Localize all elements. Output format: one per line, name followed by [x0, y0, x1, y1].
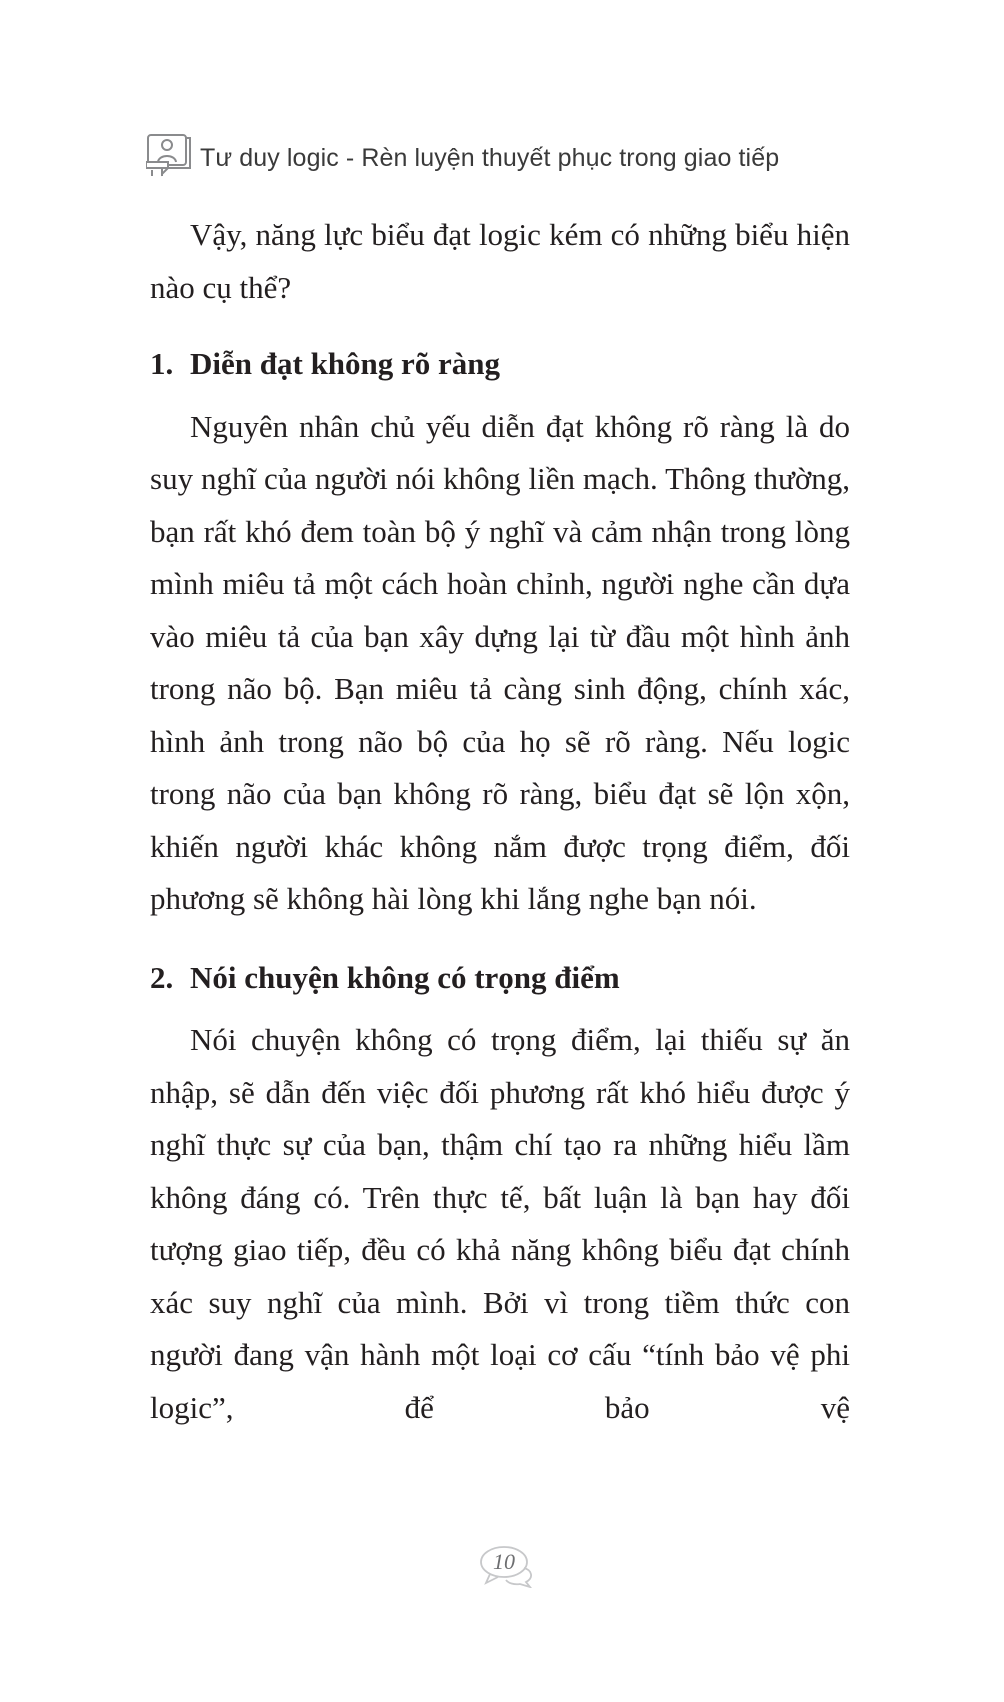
- running-header: [146, 132, 779, 178]
- section-title: Nói chuyện không có trọng điểm: [190, 959, 620, 995]
- page-content: [150, 209, 850, 1434]
- section-body-paragraph: Nguyên nhân chủ yếu diễn đạt không rõ ràng là do suy nghĩ của người nói không liền mạch. Thông thường, bạn rất khó đem toàn bộ ý nghĩ và cảm nhận trong lòng mình miêu tả một cách hoàn chỉnh, người nghe cần dựa vào miêu tả của bạn xây dựng lại từ đầu một hình ảnh trong não bộ. Bạn miêu tả càng sinh động, chính xác, hình ảnh trong não bộ của họ sẽ rõ ràng. Nếu logic trong não của bạn không rõ ràng, biểu đạt sẽ lộn xộn, khiến người khác không nắm được trọng điểm, đối phương sẽ không hài lòng khi lắng nghe bạn nói.: [150, 408, 850, 916]
- section-heading: [150, 338, 850, 391]
- section-number: 1.: [150, 346, 174, 381]
- section-title: Diễn đạt không rõ ràng: [190, 346, 501, 381]
- page-number: 10: [493, 1549, 515, 1574]
- page-footer: [478, 1544, 538, 1588]
- section-heading: [150, 952, 850, 1005]
- chat-presentation-icon: [146, 132, 194, 178]
- section-number: 2.: [150, 959, 174, 995]
- intro-paragraph: Vậy, năng lực biểu đạt logic kém có những biểu hiện nào cụ thể?: [150, 217, 850, 305]
- section-body-paragraph: Nói chuyện không có trọng điểm, lại thiếu sự ăn nhập, sẽ dẫn đến việc đối phương rất khó hiểu được ý nghĩ thực sự của bạn, thậm chí tạo ra những hiểu lầm không đáng có. Trên thực tế, bất luận là bạn hay đối tượng giao tiếp, đều có khả năng không biểu đạt chính xác suy nghĩ của mình. Bởi vì trong tiềm thức con người đang vận hành một loại cơ cấu “tính bảo vệ phi logic”, để bảo vệ: [150, 1022, 850, 1425]
- running-header-title: Tư duy logic - Rèn luyện thuyết phục trong giao tiếp: [200, 143, 780, 172]
